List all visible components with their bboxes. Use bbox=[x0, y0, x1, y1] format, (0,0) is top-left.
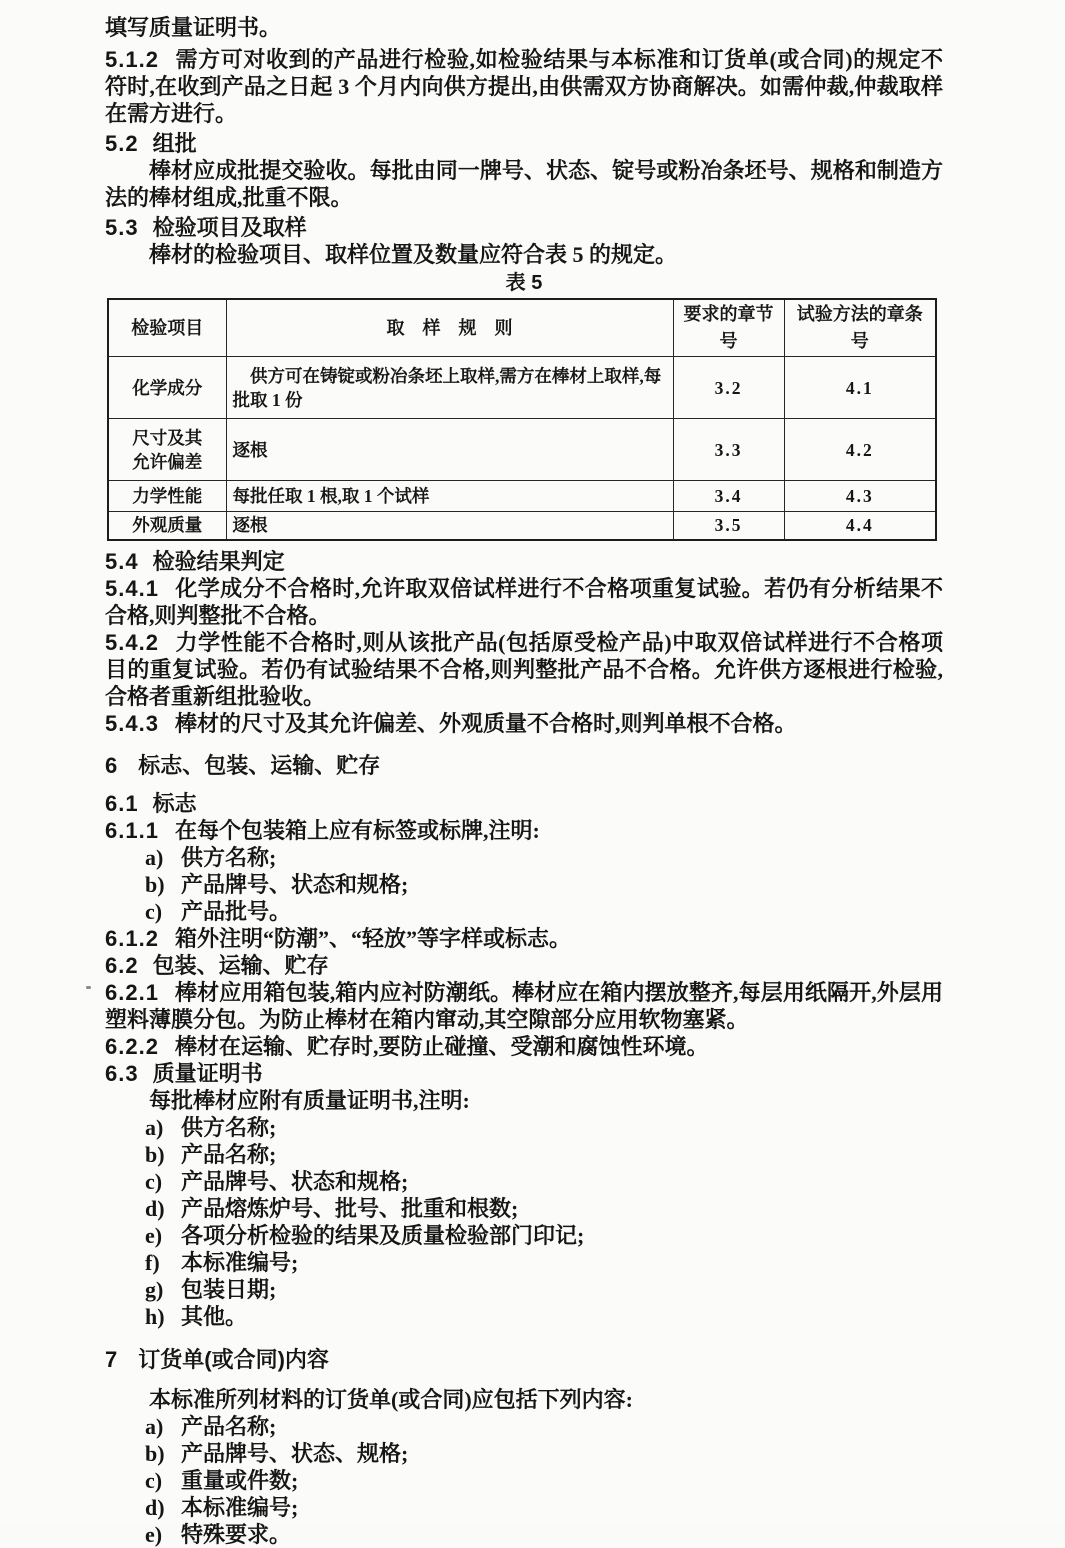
list-text: 各项分析检验的结果及质量检验部门印记; bbox=[181, 1222, 585, 1248]
list-letter: g) bbox=[145, 1276, 164, 1302]
clause-number: 6.1.1 bbox=[105, 817, 159, 843]
header-cell-item: 检验项目 bbox=[108, 299, 226, 357]
clause-text: 棒材的尺寸及其允许偏差、外观质量不合格时,则判单根不合格。 bbox=[174, 710, 797, 736]
heading-text: 检验项目及取样 bbox=[152, 215, 307, 240]
cell-method: 4.2 bbox=[784, 419, 936, 481]
table-5 bbox=[107, 298, 937, 541]
clause-6-2-1 bbox=[105, 979, 943, 1033]
list-item bbox=[105, 1276, 943, 1303]
clause-number: 6.2 bbox=[105, 952, 139, 978]
heading-5-4 bbox=[105, 548, 943, 575]
clause-number: 6.1 bbox=[105, 790, 139, 816]
heading-6 bbox=[105, 752, 943, 779]
cell-method: 4.4 bbox=[784, 512, 936, 540]
list-item bbox=[105, 898, 943, 925]
cell-item: 化学成分 bbox=[108, 357, 226, 419]
heading-5-3 bbox=[105, 214, 943, 241]
cell-rule: 逐根 bbox=[226, 419, 673, 481]
list-text: 供方名称; bbox=[181, 1114, 277, 1140]
header-cell-rule: 取 样 规 则 bbox=[226, 299, 673, 357]
list-text: 产品熔炼炉号、批号、批重和根数; bbox=[181, 1195, 519, 1221]
list-item bbox=[105, 1249, 943, 1276]
list-text: 产品牌号、状态、规格; bbox=[181, 1440, 409, 1466]
clause-6-1-1 bbox=[105, 817, 943, 844]
clause-text: 在每个包装箱上应有标签或标牌,注明: bbox=[174, 817, 540, 843]
list-letter: b) bbox=[145, 871, 165, 897]
clause-number: 6.1.2 bbox=[105, 925, 159, 951]
list-letter: d) bbox=[145, 1195, 165, 1221]
list-text: 本标准编号; bbox=[181, 1249, 299, 1275]
list-letter: c) bbox=[145, 1168, 163, 1194]
cell-req: 3.4 bbox=[673, 481, 784, 512]
list-item bbox=[105, 1168, 943, 1195]
list-item bbox=[105, 844, 943, 871]
clause-text: 棒材应用箱包装,箱内应衬防潮纸。棒材应在箱内摆放整齐,每层用纸隔开,外层用塑料薄膜分包。为防止棒材在箱内窜动,其空隙部分应用软物塞紧。 bbox=[105, 979, 943, 1032]
list-text: 重量或件数; bbox=[181, 1467, 299, 1493]
section-number: 7 bbox=[105, 1346, 119, 1372]
heading-text: 检验结果判定 bbox=[152, 548, 285, 574]
list-item bbox=[105, 1222, 943, 1249]
list-item bbox=[105, 1494, 943, 1521]
heading-text: 包装、运输、贮存 bbox=[152, 952, 329, 978]
cell-item: 外观质量 bbox=[108, 512, 226, 540]
table-row bbox=[108, 357, 936, 419]
heading-text: 标志、包装、运输、贮存 bbox=[138, 752, 381, 778]
list-item bbox=[105, 1114, 943, 1141]
list-item bbox=[105, 1141, 943, 1168]
continuation-line: 填写质量证明书。 bbox=[105, 15, 282, 40]
list-text: 产品牌号、状态和规格; bbox=[181, 1168, 409, 1194]
list-item bbox=[105, 1303, 943, 1330]
heading-text: 标志 bbox=[152, 790, 197, 816]
clause-number: 5.3 bbox=[105, 215, 139, 240]
list-letter: f) bbox=[145, 1249, 160, 1275]
clause-number: 6.2.1 bbox=[105, 979, 159, 1005]
clause-text: 化学成分不合格时,允许取双倍试样进行不合格项重复试验。若仍有分析结果不合格,则判整批不合格。 bbox=[105, 575, 943, 628]
cell-req: 3.2 bbox=[673, 357, 784, 419]
list-item bbox=[105, 1467, 943, 1494]
clause-number: 5.4.1 bbox=[105, 575, 159, 601]
list-letter: b) bbox=[145, 1141, 165, 1167]
list-letter: c) bbox=[145, 898, 163, 924]
list-item bbox=[105, 1521, 943, 1548]
heading-text: 质量证明书 bbox=[152, 1060, 263, 1086]
heading-text: 组批 bbox=[152, 131, 197, 156]
clause-number: 5.4.2 bbox=[105, 629, 159, 655]
cell-rule: 供方可在铸锭或粉冶条坯上取样,需方在棒材上取样,每批取 1 份 bbox=[226, 357, 673, 419]
list-item bbox=[105, 871, 943, 898]
heading-6-1 bbox=[105, 790, 943, 817]
heading-6-2 bbox=[105, 952, 943, 979]
clause-number: 5.4.3 bbox=[105, 710, 159, 736]
clause-number: 6.3 bbox=[105, 1060, 139, 1086]
table-header-row bbox=[108, 299, 936, 357]
list-text: 其他。 bbox=[181, 1303, 248, 1329]
list-letter: c) bbox=[145, 1467, 163, 1493]
cell-item-line2: 允许偏差 bbox=[132, 451, 203, 472]
clause-text: 需方可对收到的产品进行检验,如检验结果与本标准和订货单(或合同)的规定不符时,在收到产品之日起 3 个月内向供方提出,由供需双方协商解决。如需仲裁,仲裁取样在需方进行。 bbox=[105, 47, 943, 126]
para-6-3: 每批棒材应附有质量证明书,注明: bbox=[149, 1087, 470, 1113]
list-letter: a) bbox=[145, 844, 164, 870]
table-row bbox=[108, 481, 936, 512]
cell-req: 3.5 bbox=[673, 512, 784, 540]
cell-method: 4.1 bbox=[784, 357, 936, 419]
heading-5-2 bbox=[105, 130, 943, 157]
clause-number: 5.1.2 bbox=[105, 47, 159, 72]
clause-5-4-3 bbox=[105, 710, 943, 737]
clause-6-1-2 bbox=[105, 925, 943, 952]
list-text: 本标准编号; bbox=[181, 1494, 299, 1520]
cell-item-line1: 尺寸及其 bbox=[132, 427, 203, 448]
list-letter: b) bbox=[145, 1440, 165, 1466]
para-7-intro: 本标准所列材料的订货单(或合同)应包括下列内容: bbox=[149, 1386, 633, 1412]
heading-7 bbox=[105, 1346, 943, 1373]
cell-rule: 逐根 bbox=[226, 512, 673, 540]
cell-method: 4.3 bbox=[784, 481, 936, 512]
para-5-3: 棒材的检验项目、取样位置及数量应符合表 5 的规定。 bbox=[149, 242, 678, 267]
table-row bbox=[108, 512, 936, 540]
clause-number: 5.4 bbox=[105, 548, 139, 574]
clause-5-4-1 bbox=[105, 575, 943, 629]
clause-text: 力学性能不合格时,则从该批产品(包括原受检产品)中取双倍试样进行不合格项目的重复试验。若仍有试验结果不合格,则判整批产品不合格。允许供方逐根进行检验,合格者重新组批验收。 bbox=[105, 629, 943, 709]
list-letter: e) bbox=[145, 1222, 163, 1248]
list-text: 特殊要求。 bbox=[181, 1521, 292, 1547]
list-letter: e) bbox=[145, 1521, 163, 1547]
header-cell-req: 要求的章节号 bbox=[673, 299, 784, 357]
cell-rule: 每批任取 1 根,取 1 个试样 bbox=[226, 481, 673, 512]
list-item bbox=[105, 1195, 943, 1222]
heading-6-3 bbox=[105, 1060, 943, 1087]
list-text: 供方名称; bbox=[181, 844, 277, 870]
header-cell-method: 试验方法的章条号 bbox=[784, 299, 936, 357]
section-number: 6 bbox=[105, 752, 119, 778]
clause-text: 箱外注明“防潮”、“轻放”等字样或标志。 bbox=[174, 925, 571, 951]
list-letter: d) bbox=[145, 1494, 165, 1520]
heading-text: 订货单(或合同)内容 bbox=[138, 1346, 329, 1372]
table-row bbox=[108, 419, 936, 481]
clause-6-2-2 bbox=[105, 1033, 943, 1060]
cell-req: 3.3 bbox=[673, 419, 784, 481]
list-text: 产品名称; bbox=[181, 1141, 277, 1167]
list-letter: h) bbox=[145, 1303, 165, 1329]
list-text: 产品批号。 bbox=[181, 898, 292, 924]
cell-item: 力学性能 bbox=[108, 481, 226, 512]
clause-number: 6.2.2 bbox=[105, 1033, 159, 1059]
clause-number: 5.2 bbox=[105, 131, 139, 156]
scan-speck bbox=[86, 986, 91, 989]
cell-item bbox=[108, 419, 226, 481]
list-text: 包装日期; bbox=[181, 1276, 277, 1302]
list-item bbox=[105, 1440, 943, 1467]
list-letter: a) bbox=[145, 1413, 164, 1439]
clause-5-1-2 bbox=[105, 46, 943, 127]
list-text: 产品名称; bbox=[181, 1413, 277, 1439]
list-item bbox=[105, 1413, 943, 1440]
clause-5-4-2 bbox=[105, 629, 943, 710]
table-caption: 表 5 bbox=[505, 272, 543, 294]
clause-text: 棒材在运输、贮存时,要防止碰撞、受潮和腐蚀性环境。 bbox=[174, 1033, 709, 1059]
list-letter: a) bbox=[145, 1114, 164, 1140]
list-text: 产品牌号、状态和规格; bbox=[181, 871, 409, 897]
para-5-2: 棒材应成批提交验收。每批由同一牌号、状态、锭号或粉冶条坯号、规格和制造方法的棒材组成,批重不限。 bbox=[105, 158, 943, 210]
